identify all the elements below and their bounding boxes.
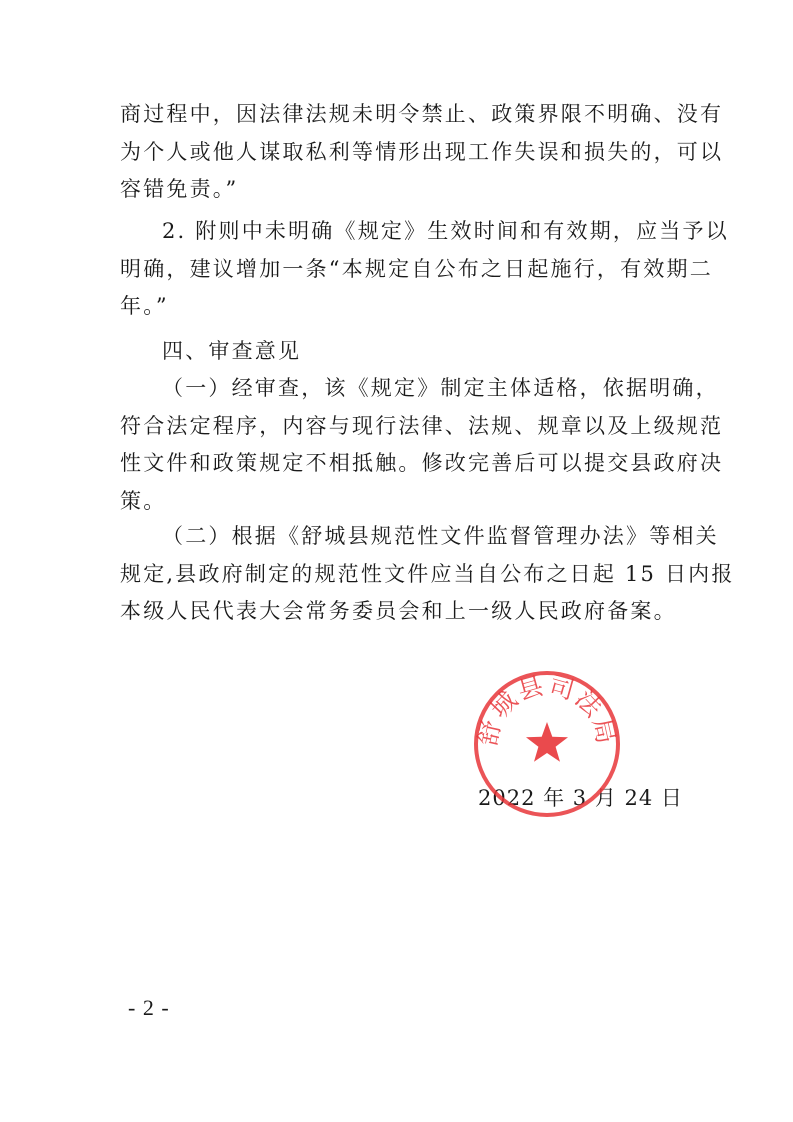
paragraph-line: 容错免责。” — [120, 177, 239, 201]
paragraph-line: 规定,县政府制定的规范性文件应当自公布之日起 15 日内报 — [120, 561, 735, 586]
paragraph-effective-date — [120, 213, 729, 326]
seal-star-icon — [526, 722, 568, 762]
seal-graphic — [471, 668, 623, 820]
svg-text:舒城县司法局: 舒城县司法局 — [472, 670, 622, 749]
paragraph-line: 2. 附则中未明确《规定》生效时间和有效期，应当予以 — [162, 219, 729, 243]
signing-date: 2022 年 3 月 24 日 — [478, 786, 683, 810]
paragraph-tolerance-clause — [120, 96, 724, 209]
paragraph-line: 年。” — [120, 294, 169, 318]
paragraph-line: 策。 — [120, 488, 167, 513]
page-number: - 2 - — [128, 995, 170, 1020]
paragraph-line: 为个人或他人谋取私利等情形出现工作失误和损失的，可以 — [120, 139, 724, 164]
paragraph-line: 符合法定程序，内容与现行法律、法规、规章以及上级规范 — [120, 413, 724, 438]
paragraph-line: （一）经审查，该《规定》制定主体适格，依据明确， — [162, 376, 719, 400]
paragraph-line: 性文件和政策规定不相抵触。修改完善后可以提交县政府决 — [120, 451, 724, 475]
section-heading — [120, 333, 680, 371]
paragraph-review-opinion-2 — [120, 518, 735, 631]
heading-line: 四、审查意见 — [162, 339, 302, 363]
paragraph-review-opinion-1 — [120, 370, 724, 520]
paragraph-line: 本级人民代表大会常务委员会和上一级人民政府备案。 — [120, 599, 677, 623]
paragraph-line: （二）根据《舒城县规范性文件监督管理办法》等相关 — [162, 524, 719, 548]
paragraph-line: 商过程中，因法律法规未明令禁止、政策界限不明确、没有 — [120, 102, 724, 126]
official-seal — [471, 668, 623, 820]
paragraph-line: 明确，建议增加一条“本规定自公布之日起施行，有效期二 — [120, 256, 713, 281]
